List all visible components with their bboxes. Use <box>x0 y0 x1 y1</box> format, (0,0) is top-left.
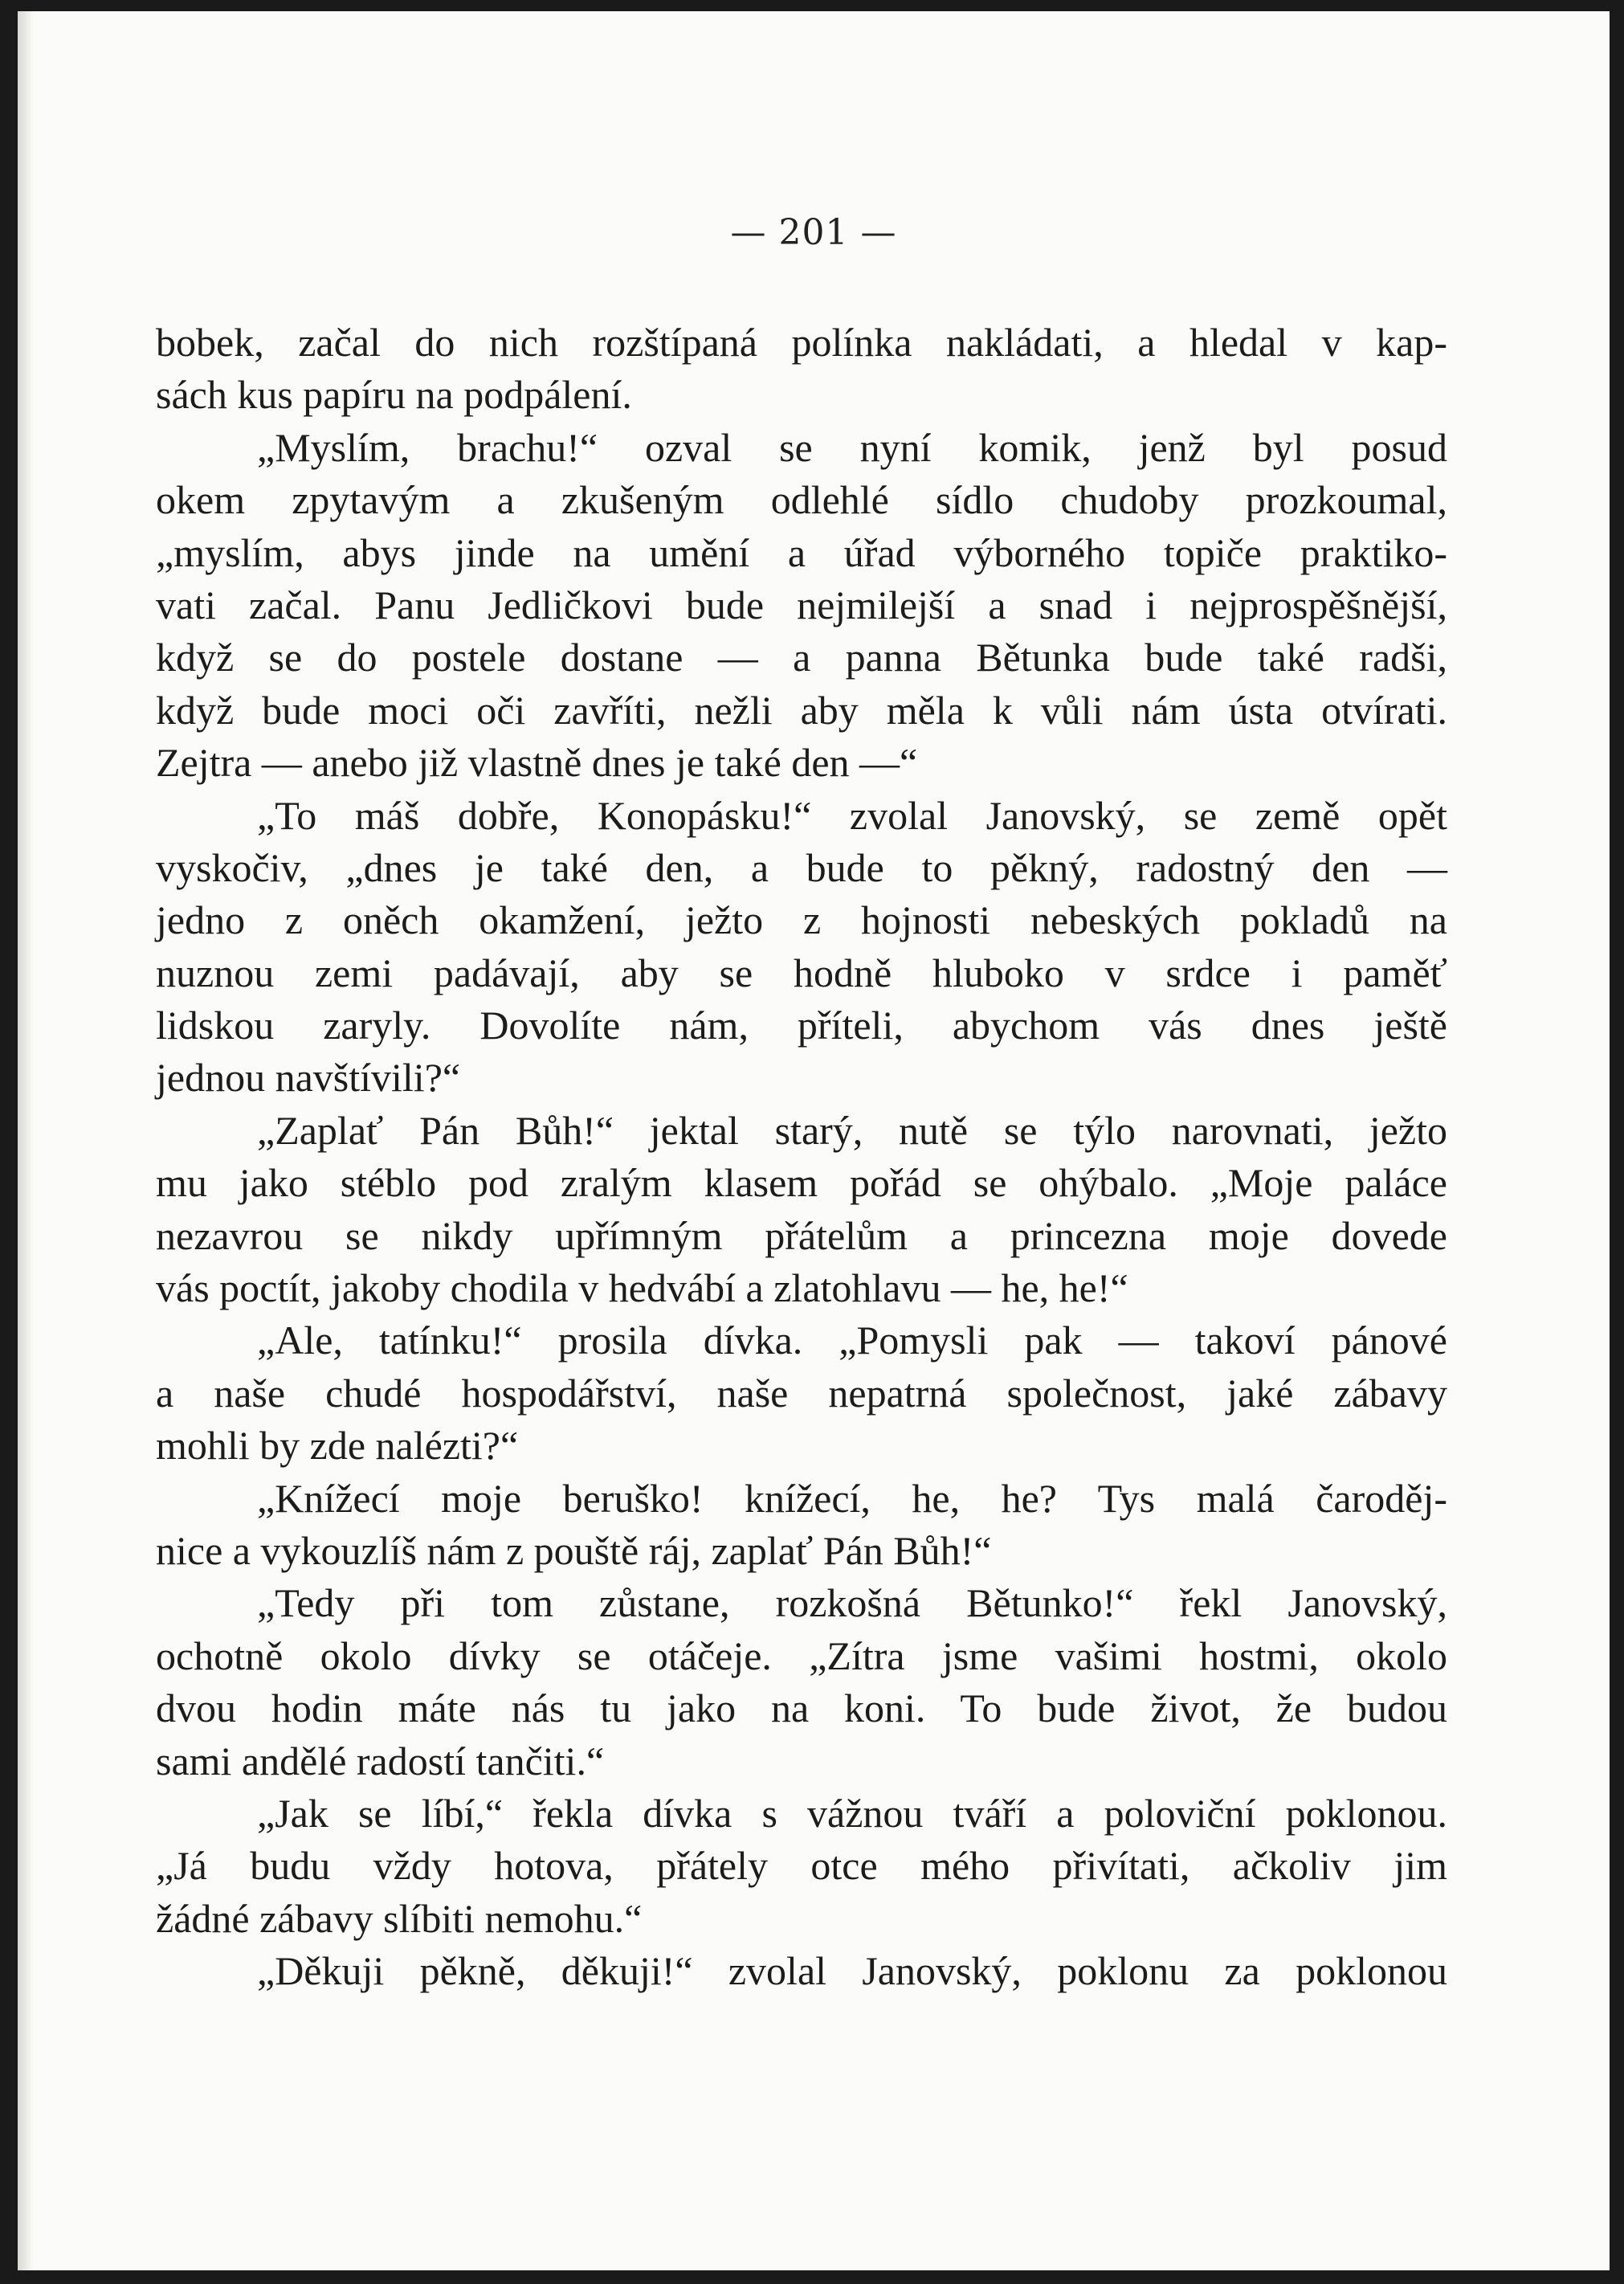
text-line: „Myslím, brachu!“ ozval se nyní komik, jenž byl posud <box>257 424 1447 470</box>
text-line: nuznou zemi padávají, aby se hodně hluboko v srdce i paměť <box>156 950 1447 995</box>
text-line: bobek, začal do nich rozštípaná polínka nakládati, a hledal v kap- <box>156 320 1447 365</box>
text-line: když se do postele dostane — a panna Bětunka bude také radši, <box>156 635 1447 680</box>
text-line: a naše chudé hospodářství, naše nepatrná společnost, jaké zábavy <box>156 1370 1447 1416</box>
text-line: dvou hodin máte nás tu jako na koni. To bude život, že budou <box>156 1685 1447 1731</box>
text-line: „Zaplať Pán Bůh!“ jektal starý, nutě se týlo narovnati, ježto <box>257 1107 1447 1153</box>
text-line: nezavrou se nikdy upřímným přátelům a princezna moje dovede <box>156 1212 1447 1258</box>
text-line: „Tedy při tom zůstane, rozkošná Bětunko!“ řekl Janovský, <box>257 1580 1447 1626</box>
text-line: nice a vykouzlíš nám z pouště ráj, zaplať Pán Bůh!“ <box>156 1527 992 1573</box>
text-line: „Ale, tatínku!“ prosila dívka. „Pomysli pak — takoví pánové <box>257 1318 1447 1363</box>
text-line: „Děkuji pěkně, děkuji!“ zvolal Janovský, poklonu za poklonou <box>257 1948 1447 1994</box>
text-line: sách kus papíru na podpálení. <box>156 372 632 418</box>
text-line: vás poctít, jakoby chodila v hedvábí a zlatohlavu — he, he!“ <box>156 1265 1128 1311</box>
text-line: Zejtra — anebo již vlastně dnes je také den —“ <box>156 740 918 786</box>
text-line: žádné zábavy slíbiti nemohu.“ <box>156 1895 643 1941</box>
text-line: „myslím, abys jinde na umění a úřad výborného topiče praktiko- <box>156 529 1447 575</box>
text-line: vyskočiv, „dnes je také den, a bude to pěkný, radostný den — <box>156 844 1447 890</box>
text-line: ochotně okolo dívky se otáčeje. „Zítra jsme vašimi hostmi, okolo <box>156 1632 1447 1678</box>
text-line: „To máš dobře, Konopásku!“ zvolal Janovský, se země opět <box>257 792 1447 838</box>
text-line: jednou navštívili?“ <box>156 1055 461 1101</box>
text-line: „Jak se líbí,“ řekla dívka s vážnou tváří a poloviční poklonou. <box>257 1790 1447 1836</box>
text-line: „Knížecí moje beruško! knížecí, he, he? Tys malá čaroděj- <box>257 1475 1447 1521</box>
body-text <box>156 317 1447 1998</box>
page-number: — 201 — <box>730 212 897 253</box>
text-line: jedno z oněch okamžení, ježto z hojnosti nebeských pokladů na <box>156 897 1447 943</box>
text-line: lidskou zaryly. Dovolíte nám, příteli, abychom vás dnes ještě <box>156 1003 1447 1048</box>
text-line: okem zpytavým a zkušeným odlehlé sídlo chudoby prozkoumal, <box>156 477 1447 523</box>
text-line: mu jako stéblo pod zralým klasem pořád se ohýbalo. „Moje paláce <box>156 1160 1447 1206</box>
text-line: sami andělé radostí tančiti.“ <box>156 1738 605 1783</box>
page-edge-shadow <box>18 11 34 2270</box>
text-line: mohli by zde nalézti?“ <box>156 1423 519 1469</box>
book-page <box>18 11 1610 2270</box>
text-line: když bude moci oči zavříti, nežli aby měla k vůli nám ústa otvírati. <box>156 687 1447 733</box>
text-line: „Já budu vždy hotova, přátely otce mého přivítati, ačkoliv jim <box>156 1843 1447 1889</box>
text-line: vati začal. Panu Jedličkovi bude nejmilejší a snad i nejprospěšnější, <box>156 582 1447 627</box>
